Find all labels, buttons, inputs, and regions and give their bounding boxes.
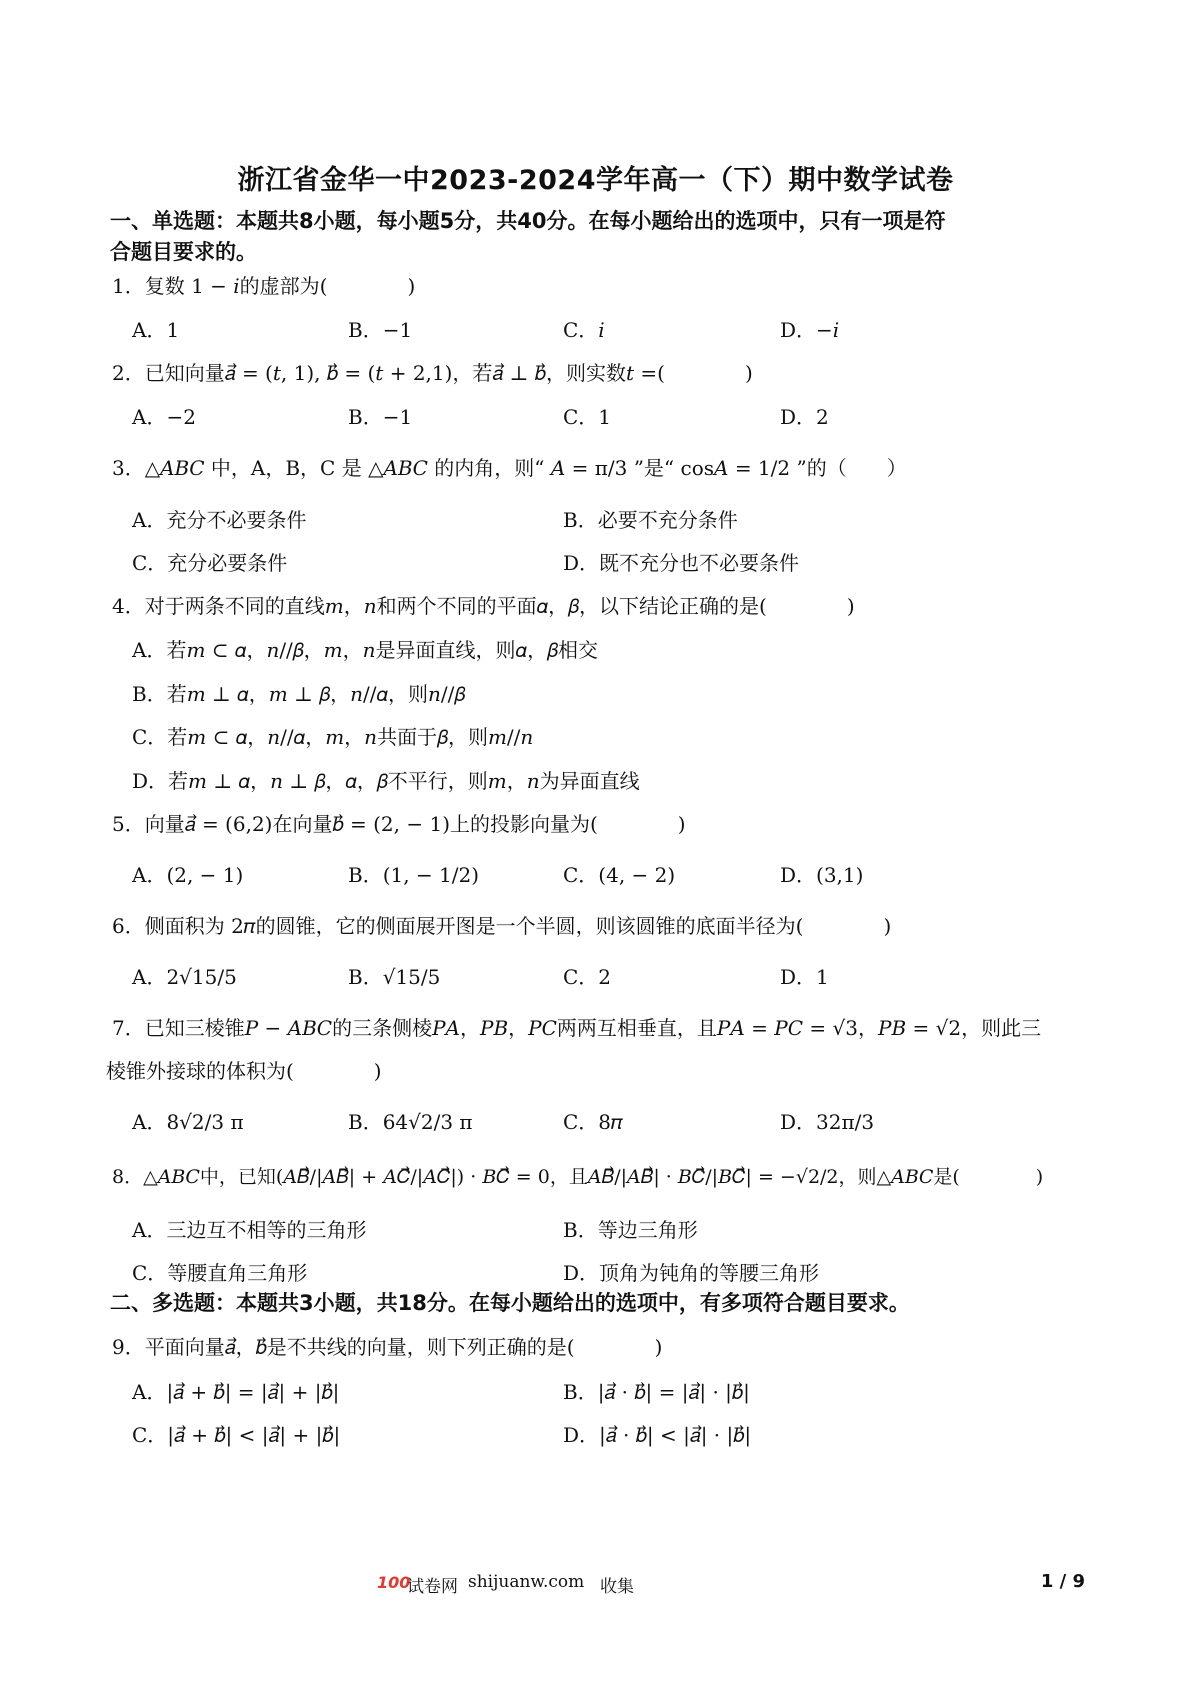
question-5-option-a: A．(2, − 1)	[132, 863, 244, 887]
page-number: 1 / 9	[1040, 1571, 1085, 1592]
question-3-stem: 3．△𝐴𝐵𝐶 中，A，B，C 是 △𝐴𝐵𝐶 的内角，则“ 𝐴 = π/3 ”是“ cos𝐴 = 1/2 ”的（ ）	[112, 456, 907, 480]
question-7-stem-line1: 7．已知三棱锥𝑃 − 𝐴𝐵𝐶的三条侧棱𝑃𝐴，𝑃𝐵，𝑃𝐶两两互相垂直，且𝑃𝐴 = 𝑃𝐶 = √3，𝑃𝐵 = √2，则此三	[112, 1016, 1042, 1040]
question-5-stem: 5．向量𝑎⃗ = (6,2)在向量𝑏⃗ = (2, − 1)上的投影向量为( )	[112, 812, 686, 836]
footer-site-name: 试卷网	[407, 1577, 458, 1597]
question-6-option-a: A．2√15/5	[132, 965, 237, 989]
footer-url: shijuanw.com	[468, 1572, 585, 1592]
footer-collect: 收集	[600, 1577, 634, 1597]
question-5-option-c: C．(4, − 2)	[563, 863, 676, 887]
question-8-option-b: B．等边三角形	[563, 1218, 698, 1242]
question-5-option-d: D．(3,1)	[780, 863, 864, 887]
question-6-stem: 6．侧面积为 2𝜋的圆锥，它的侧面展开图是一个半圆，则该圆锥的底面半径为( )	[112, 914, 892, 938]
question-1-option-c: C．𝑖	[563, 318, 605, 342]
question-9-option-a: A．|𝑎⃗ + 𝑏⃗| = |𝑎⃗| + |𝑏⃗|	[132, 1380, 340, 1404]
question-3-option-b: B．必要不充分条件	[563, 508, 738, 532]
question-6-option-b: B．√15/5	[348, 965, 441, 989]
section-1-header-line1: 一、单选题：本题共8小题，每小题5分，共40分。在每小题给出的选项中，只有一项是符	[110, 209, 946, 233]
question-2-option-c: C．1	[563, 405, 612, 429]
question-8-option-d: D．顶角为钝角的等腰三角形	[563, 1261, 820, 1285]
question-3-option-a: A．充分不必要条件	[132, 508, 307, 532]
question-4-option-a: A．若𝑚 ⊂ 𝛼，𝑛//𝛽，𝑚，𝑛是异面直线，则𝛼，𝛽相交	[132, 638, 598, 662]
question-6-option-d: D．1	[780, 965, 829, 989]
section-2-header: 二、多选题：本题共3小题，共18分。在每小题给出的选项中，有多项符合题目要求。	[110, 1291, 910, 1315]
question-2-option-d: D．2	[780, 405, 829, 429]
question-3-option-c: C．充分必要条件	[132, 551, 288, 575]
question-1-option-b: B．−1	[348, 318, 413, 342]
question-1-option-d: D．−𝑖	[780, 318, 840, 342]
question-3-option-d: D．既不充分也不必要条件	[563, 551, 800, 575]
question-2-stem: 2．已知向量𝑎⃗ = (𝑡, 1), 𝑏⃗ = (𝑡 + 2,1)，若𝑎⃗ ⊥ 𝑏⃗，则实数𝑡 =( )	[112, 361, 753, 385]
question-7-option-b: B．64√2/3 π	[348, 1110, 473, 1134]
question-9-stem: 9．平面向量𝑎⃗，𝑏⃗是不共线的向量，则下列正确的是( )	[112, 1335, 663, 1359]
question-4-option-b: B．若𝑚 ⊥ 𝛼，𝑚 ⊥ 𝛽，𝑛//𝛼，则𝑛//𝛽	[132, 682, 466, 706]
question-9-option-d: D．|𝑎⃗ · 𝑏⃗| < |𝑎⃗| · |𝑏⃗|	[563, 1423, 752, 1447]
footer-logo-icon: 100	[377, 1573, 411, 1592]
question-4-stem: 4．对于两条不同的直线𝑚，𝑛和两个不同的平面𝛼，𝛽，以下结论正确的是( )	[112, 594, 855, 618]
question-2-option-b: B．−1	[348, 405, 413, 429]
question-1-option-a: A．1	[132, 318, 180, 342]
question-6-option-c: C．2	[563, 965, 612, 989]
question-4-option-c: C．若𝑚 ⊂ 𝛼，𝑛//𝛼，𝑚，𝑛共面于𝛽，则𝑚//𝑛	[132, 725, 534, 749]
question-8-stem: 8．△𝐴𝐵𝐶中，已知(𝐴𝐵⃗/|𝐴𝐵⃗| + 𝐴𝐶⃗/|𝐴𝐶⃗|) · 𝐵𝐶⃗ = 0，且𝐴𝐵⃗/|𝐴𝐵⃗| · 𝐵𝐶⃗/|𝐵𝐶⃗| = −√2/2，则△𝐴𝐵𝐶是( )	[112, 1166, 1044, 1188]
question-7-option-d: D．32π/3	[780, 1110, 875, 1134]
question-4-option-d: D．若𝑚 ⊥ 𝛼，𝑛 ⊥ 𝛽，𝛼，𝛽不平行，则𝑚，𝑛为异面直线	[132, 769, 640, 793]
question-1-stem: 1．复数 1 − 𝑖的虚部为( )	[112, 274, 416, 298]
section-1-header-line2: 合题目要求的。	[110, 240, 257, 264]
page-title: 浙江省金华一中2023-2024学年高一（下）期中数学试卷	[237, 165, 954, 196]
question-9-option-c: C．|𝑎⃗ + 𝑏⃗| < |𝑎⃗| + |𝑏⃗|	[132, 1423, 341, 1447]
question-8-option-a: A．三边互不相等的三角形	[132, 1218, 367, 1242]
question-7-option-a: A．8√2/3 π	[132, 1110, 244, 1134]
question-9-option-b: B．|𝑎⃗ · 𝑏⃗| = |𝑎⃗| · |𝑏⃗|	[563, 1380, 750, 1404]
question-7-stem-line2: 棱锥外接球的体积为( )	[106, 1059, 382, 1083]
question-7-option-c: C．8𝜋	[563, 1110, 623, 1134]
question-8-option-c: C．等腰直角三角形	[132, 1261, 308, 1285]
question-5-option-b: B．(1, − 1/2)	[348, 863, 480, 887]
question-2-option-a: A．−2	[132, 405, 196, 429]
